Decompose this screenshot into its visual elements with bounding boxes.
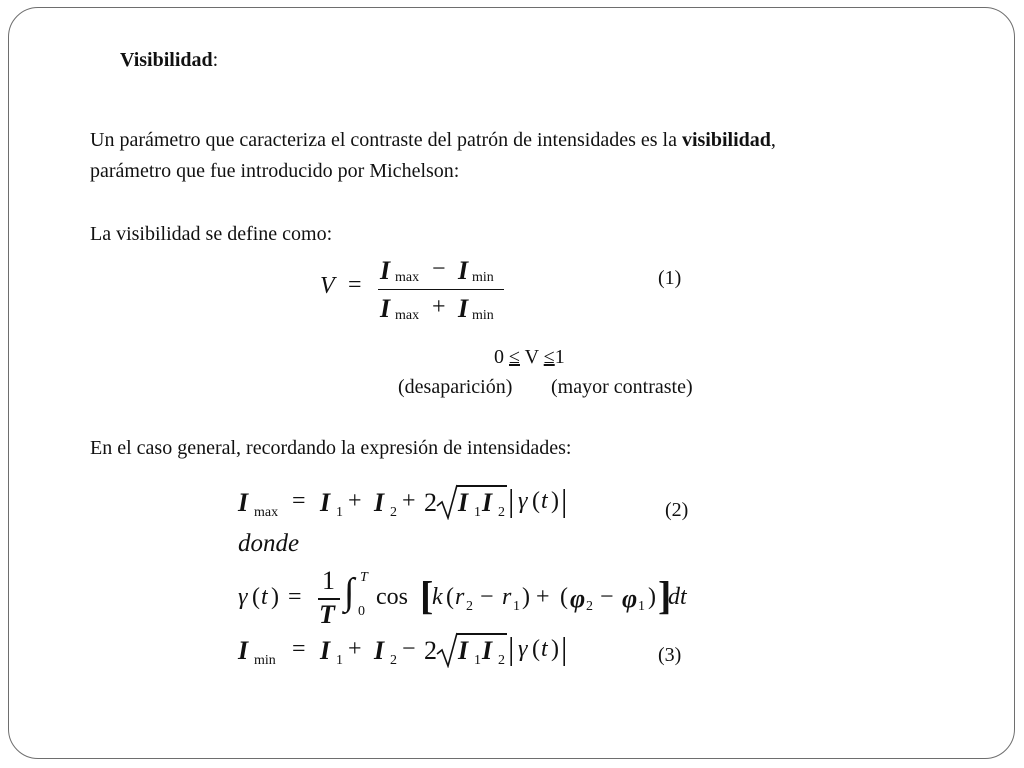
fraction-bar: [378, 289, 504, 290]
visibility-equation: V = I max − I min I max + I min: [320, 256, 520, 326]
imax-equation: I max = I 1 + I 2 + 2 I 1 I 2 | γ ( t ) |: [238, 482, 568, 520]
range-label-high: (mayor contraste): [551, 376, 693, 398]
visibility-range: 0 ≤ V ≤1: [494, 346, 565, 368]
sqrt-bar: [457, 485, 507, 487]
slide-title: Visibilidad:: [120, 49, 219, 71]
sqrt-sign: [436, 632, 458, 668]
equation-number-2: (2): [665, 499, 689, 521]
range-label-low: (desaparición): [398, 376, 513, 398]
intro-line-2: parámetro que fue introducido por Michelson:: [90, 160, 460, 182]
intro-line-1: Un parámetro que caracteriza el contraste del patrón de intensidades es la visibilidad,: [90, 129, 776, 151]
imin-equation: I min = I 1 + I 2 − 2 I 1 I 2 | γ ( t ) |: [238, 630, 568, 668]
sqrt-bar: [457, 633, 507, 635]
donde-label: donde: [238, 530, 300, 557]
general-case-text: En el caso general, recordando la expresión de intensidades:: [90, 437, 572, 459]
equation-number-1: (1): [658, 267, 682, 289]
equation-number-3: (3): [658, 644, 682, 666]
definition-intro: La visibilidad se define como:: [90, 223, 333, 245]
sqrt-sign: [436, 484, 458, 520]
gamma-equation: γ ( t ) = 1 T ∫ T 0 cos [ k ( r 2 − r 1 ) + ( φ 2 − φ 1 ) ] dt: [238, 566, 687, 629]
